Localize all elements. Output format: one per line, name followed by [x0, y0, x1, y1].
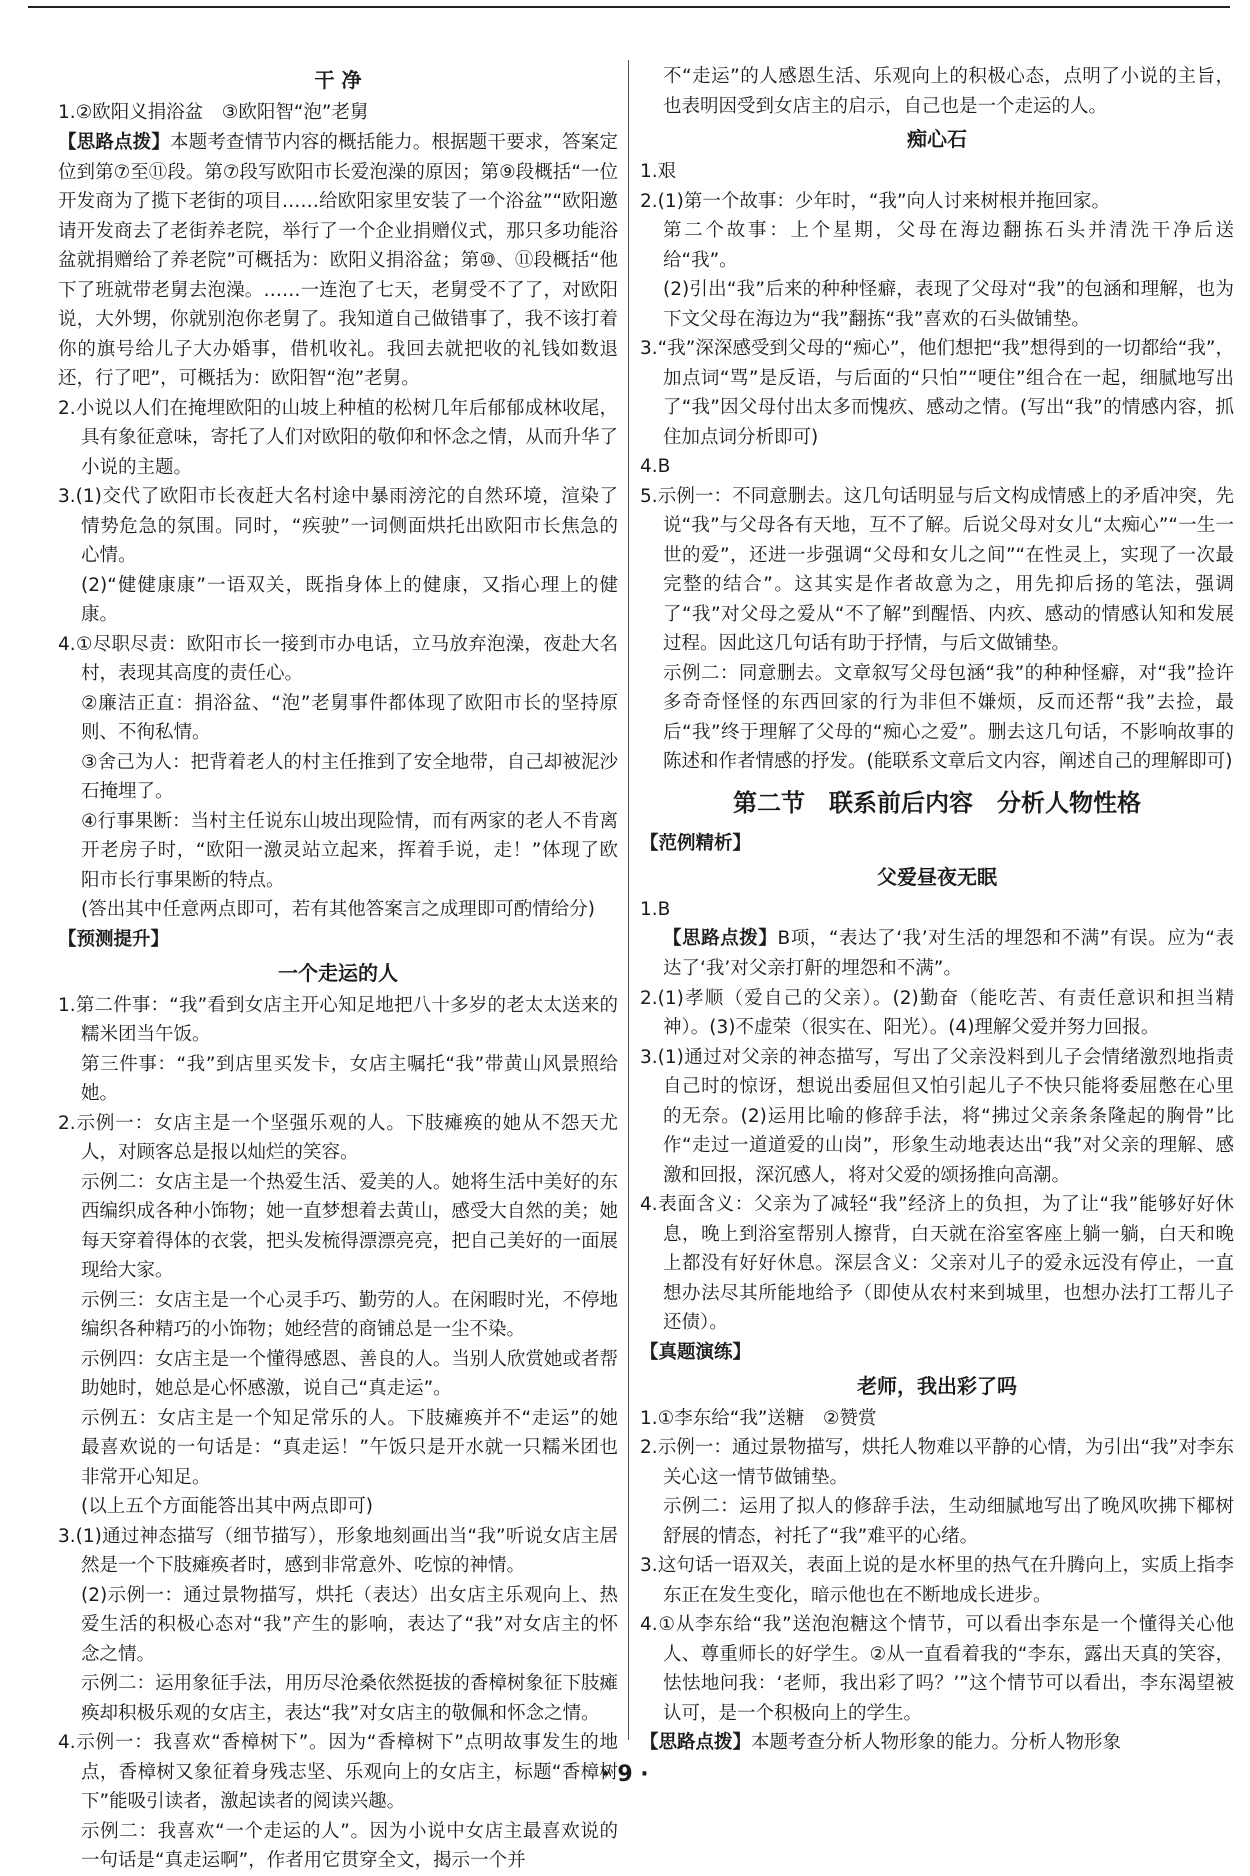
teacher-2b: 示例二：运用了拟人的修辞手法，生动细腻地写出了晚风吹拂下椰树舒展的情态，衬托了“我”难平的心绪。	[663, 1496, 1234, 1547]
father-3: 3.(1)通过对父亲的神态描写，写出了父亲没料到儿子会情绪激烈地指责自己时的惊讶，想说出委屈但又怕引起儿子不快只能将委屈憋在心里的无奈。(2)运用比喻的修辞手法，将“拂过父亲条条隆起的胸骨”比作“走过一道道爱的山岗”，形象生动地表达出“我”对父亲的理解、感激和回报，深沉感人，将对父爱的颂扬推向高潮。	[640, 1046, 1234, 1186]
lucky-4a: 4.示例一：我喜欢“香樟树下”。因为“香樟树下”点明故事发生的地点，香樟树又象征着身残志坚、乐观向上的女店主，标题“香樟树下”能吸引读者，激起读者的阅读兴趣。	[58, 1732, 618, 1812]
answer-3b: (2)“健健康康”一语双关，既指身体上的健康，又指心理上的健康。	[81, 574, 618, 625]
teacher-2a: 2.示例一：通过景物描写，烘托人物难以平静的心情，为引出“我”对李东关心这一情节做铺垫。	[640, 1437, 1234, 1488]
father-2: 2.(1)孝顺（爱自己的父亲）。(2)勤奋（能吃苦、有责任意识和担当精神）。(3)不虚荣（很实在、阳光）。(4)理解父爱并努力回报。	[640, 987, 1234, 1038]
lucky-4b: 示例二：我喜欢“一个走运的人”。因为小说中女店主最喜欢说的一句话是“真走运啊”，作者用它贯穿全文，揭示一个并	[81, 1820, 618, 1871]
father-1: 1.B	[640, 898, 671, 920]
teacher-hint	[640, 1728, 1234, 1758]
stone-5b: 示例二：同意删去。文章叙写父母包涵“我”的种种怪癖，对“我”捡许多奇奇怪怪的东西回家的行为非但不嫌烦，反而还帮“我”去捡，最后“我”终于理解了父母的“痴心之爱”。删去这几句话，不影响故事的陈述和作者情感的抒发。(能联系文章后文内容，阐述自己的理解即可)	[663, 662, 1234, 772]
page-number: · 9 ·	[601, 1762, 649, 1787]
answer-4b: ②廉洁正直：捐浴盆、“泡”老舅事件都体现了欧阳市长的坚持原则、不徇私情。	[81, 692, 618, 743]
left-column	[58, 62, 618, 1876]
practice-label: 【真题演练】	[640, 1341, 752, 1363]
stone-4: 4.B	[640, 456, 671, 477]
story-title-lucky: 一个走运的人	[278, 960, 398, 985]
lucky-2e: 示例五：女店主是一个知足常乐的人。下肢瘫痪并不“走运”的她最喜欢说的一句话是：“真走运！”午饭只是开水就一只糯米团也非常开心知足。	[81, 1407, 618, 1488]
answer-4c: ③舍己为人：把背着老人的村主任推到了安全地带，自己却被泥沙石掩埋了。	[81, 751, 618, 802]
lucky-3a: 3.(1)通过神态描写（细节描写），形象地刻画出当“我”听说女店主居然是一个下肢瘫痪者时，感到非常意外、吃惊的神情。	[58, 1525, 618, 1576]
father-4: 4.表面含义：父亲为了减轻“我”经济上的负担，为了让“我”能够好好休息，晚上到浴室帮别人擦背，白天就在浴室客座上躺一躺，白天和晚上都没有好好休息。深层含义：父亲对儿子的爱永远没有停止，一直想办法尽其所能地给予（即使从农村来到城里，也想办法打工帮儿子还债）。	[640, 1194, 1234, 1333]
teacher-1: 1.①李东给“我”送糖 ②赞赏	[640, 1407, 877, 1429]
hint-label: 【思路点拨】	[663, 928, 778, 949]
answer-4a: 4.①尽职尽责：欧阳市长一接到市办电话，立马放弃泡澡，夜赴大名村，表现其高度的责任心。	[58, 633, 618, 684]
stone-3: 3.“我”深深感受到父母的“痴心”，他们想把“我”想得到的一切都给“我”，加点词“骂”是反语，与后面的“只怕”“哽住”组合在一起，细腻地写出了“我”因父母付出太多而愧疚、感动之情。(写出“我”的情感内容，抓住加点词分析即可)	[640, 338, 1234, 448]
answer-1: 1.②欧阳义捐浴盆 ③欧阳智“泡”老舅	[58, 102, 369, 123]
answer-4e: (答出其中任意两点即可，若有其他答案言之成理即可酌情给分)	[81, 899, 595, 920]
example-label: 【范例精析】	[640, 832, 752, 854]
hint-text: B项，“表达了‘我’对生活的埋怨和不满”有误。应为“表达了‘我’对父亲打鼾的埋怨和不满”。	[663, 928, 1234, 979]
story-title-ganjing: 干 净	[314, 68, 362, 92]
hint-1	[58, 128, 618, 394]
story-title-stone: 痴心石	[907, 127, 967, 151]
hint-text: 本题考查情节内容的概括能力。根据题干要求，答案定位到第⑦至⑪段。第⑦段写欧阳市长爱泡澡的原因；第⑨段概括“一位开发商为了揽下老街的项目……给欧阳家里安装了一个浴盆”“欧阳邀请开发商去了老街养老院，举行了一个企业捐赠仪式，那只多功能浴盆就捐赠给了养老院”可概括为：欧阳义捐浴盆；第⑩、⑪段概括“他下了班就带老舅去泡澡。……一连泡了七天，老舅受不了了，对欧阳说，大外甥，你就别泡你老舅了。我知道自己做错事了，我不该打着你的旗号给儿子大办婚事，借机收礼。我回去就把收的礼钱如数退还，行了吧”，可概括为：欧阳智“泡”老舅。	[58, 131, 618, 389]
stone-1: 1.艰	[640, 161, 677, 182]
story-title-father: 父爱昼夜无眠	[877, 864, 997, 889]
hint-label: 【思路点拨】	[58, 131, 171, 153]
stone-5a: 5.示例一：不同意删去。这几句话明显与后文构成情感上的矛盾冲突，先说“我”与父母各有天地，互不了解。后说父母对女儿“太痴心”“一生一世的爱”，还进一步强调“父母和女儿之间”“在性灵上，实现了一次最完整的结合”。这其实是作者故意为之，用先抑后扬的笔法，强调了“我”对父母之爱从“不了解”到醒悟、内疚、感动的情感认知和发展过程。因此这几句话有助于抒情，与后文做铺垫。	[640, 485, 1234, 654]
top-rule	[28, 6, 1230, 8]
column-divider	[628, 60, 629, 1740]
answer-3a: 3.(1)交代了欧阳市长夜赶大名村途中暴雨滂沱的自然环境，渲染了情势危急的氛围。同时，“疾驶”一词侧面烘托出欧阳市长焦急的心情。	[58, 486, 618, 566]
lucky-2d: 示例四：女店主是一个懂得感恩、善良的人。当别人欣赏她或者帮助她时，她总是心怀感激，说自己“真走运”。	[81, 1348, 618, 1399]
answer-2: 2.小说以人们在掩埋欧阳的山坡上种植的松树几年后郁郁成林收尾，具有象征意味，寄托了人们对欧阳的敬仰和怀念之情，从而升华了小说的主题。	[58, 397, 618, 478]
lucky-1b: 第三件事：“我”到店里买发卡，女店主嘱托“我”带黄山风景照给她。	[81, 1053, 618, 1104]
predict-label: 【预测提升】	[58, 928, 170, 950]
lucky-4-continued: 不“走运”的人感恩生活、乐观向上的积极心态，点明了小说的主旨，也表明因受到女店主的启示，自己也是一个走运的人。	[663, 66, 1234, 117]
lucky-2f: (以上五个方面能答出其中两点即可)	[81, 1496, 373, 1517]
story-title-teacher: 老师，我出彩了吗	[857, 1373, 1017, 1398]
teacher-4: 4.①从李东给“我”送泡泡糖这个情节，可以看出李东是一个懂得关心他人、尊重师长的好学生。②从一直看着我的“李东，露出天真的笑容，怯怯地问我：‘老师，我出彩了吗？’”这个情节可以看出，李东渴望被认可，是一个积极向上的学生。	[640, 1614, 1234, 1724]
stone-2a: 2.(1)第一个故事：少年时，“我”向人讨来树根并拖回家。	[640, 190, 1111, 212]
stone-2b: 第二个故事：上个星期，父母在海边翻拣石头并清洗干净后送给“我”。	[663, 220, 1234, 271]
lucky-3c: 示例二：运用象征手法，用历尽沧桑依然挺拔的香樟树象征下肢瘫痪却积极乐观的女店主，表达“我”对女店主的敬佩和怀念之情。	[81, 1673, 618, 1724]
stone-2c: (2)引出“我”后来的种种怪癖，表现了父母对“我”的包涵和理解，也为下文父母在海边为“我”翻拣“我”喜欢的石头做铺垫。	[663, 279, 1234, 330]
hint-text: 本题考查分析人物形象的能力。分析人物形象	[751, 1732, 1122, 1753]
lucky-3b: (2)示例一：通过景物描写，烘托（表达）出女店主乐观向上、热爱生活的积极心态对“我”产生的影响，表达了“我”对女店主的怀念之情。	[81, 1584, 618, 1665]
section-heading: 第二节 联系前后内容 分析人物性格	[733, 788, 1141, 817]
hint-label: 【思路点拨】	[640, 1732, 752, 1753]
right-column	[640, 62, 1234, 1758]
teacher-3: 3.这句话一语双关，表面上说的是水杯里的热气在升腾向上，实质上指李东正在发生变化，暗示他也在不断地成长进步。	[640, 1555, 1234, 1606]
father-hint	[640, 924, 1234, 984]
lucky-2b: 示例二：女店主是一个热爱生活、爱美的人。她将生活中美好的东西编织成各种小饰物；她一直梦想着去黄山，感受大自然的美；她每天穿着得体的衣裳，把头发梳得漂漂亮亮，把自己美好的一面展现给大家。	[81, 1171, 618, 1281]
lucky-1a: 1.第二件事：“我”看到女店主开心知足地把八十多岁的老太太送来的糯米团当午饭。	[58, 994, 618, 1045]
lucky-2a: 2.示例一：女店主是一个坚强乐观的人。下肢瘫痪的她从不怨天尤人，对顾客总是报以灿烂的笑容。	[58, 1112, 618, 1163]
lucky-2c: 示例三：女店主是一个心灵手巧、勤劳的人。在闲暇时光，不停地编织各种精巧的小饰物；她经营的商铺总是一尘不染。	[81, 1289, 618, 1340]
answer-4d: ④行事果断：当村主任说东山坡出现险情，而有两家的老人不肯离开老房子时，“欧阳一激灵站立起来，挥着手说，走！”体现了欧阳市长行事果断的特点。	[81, 810, 618, 891]
